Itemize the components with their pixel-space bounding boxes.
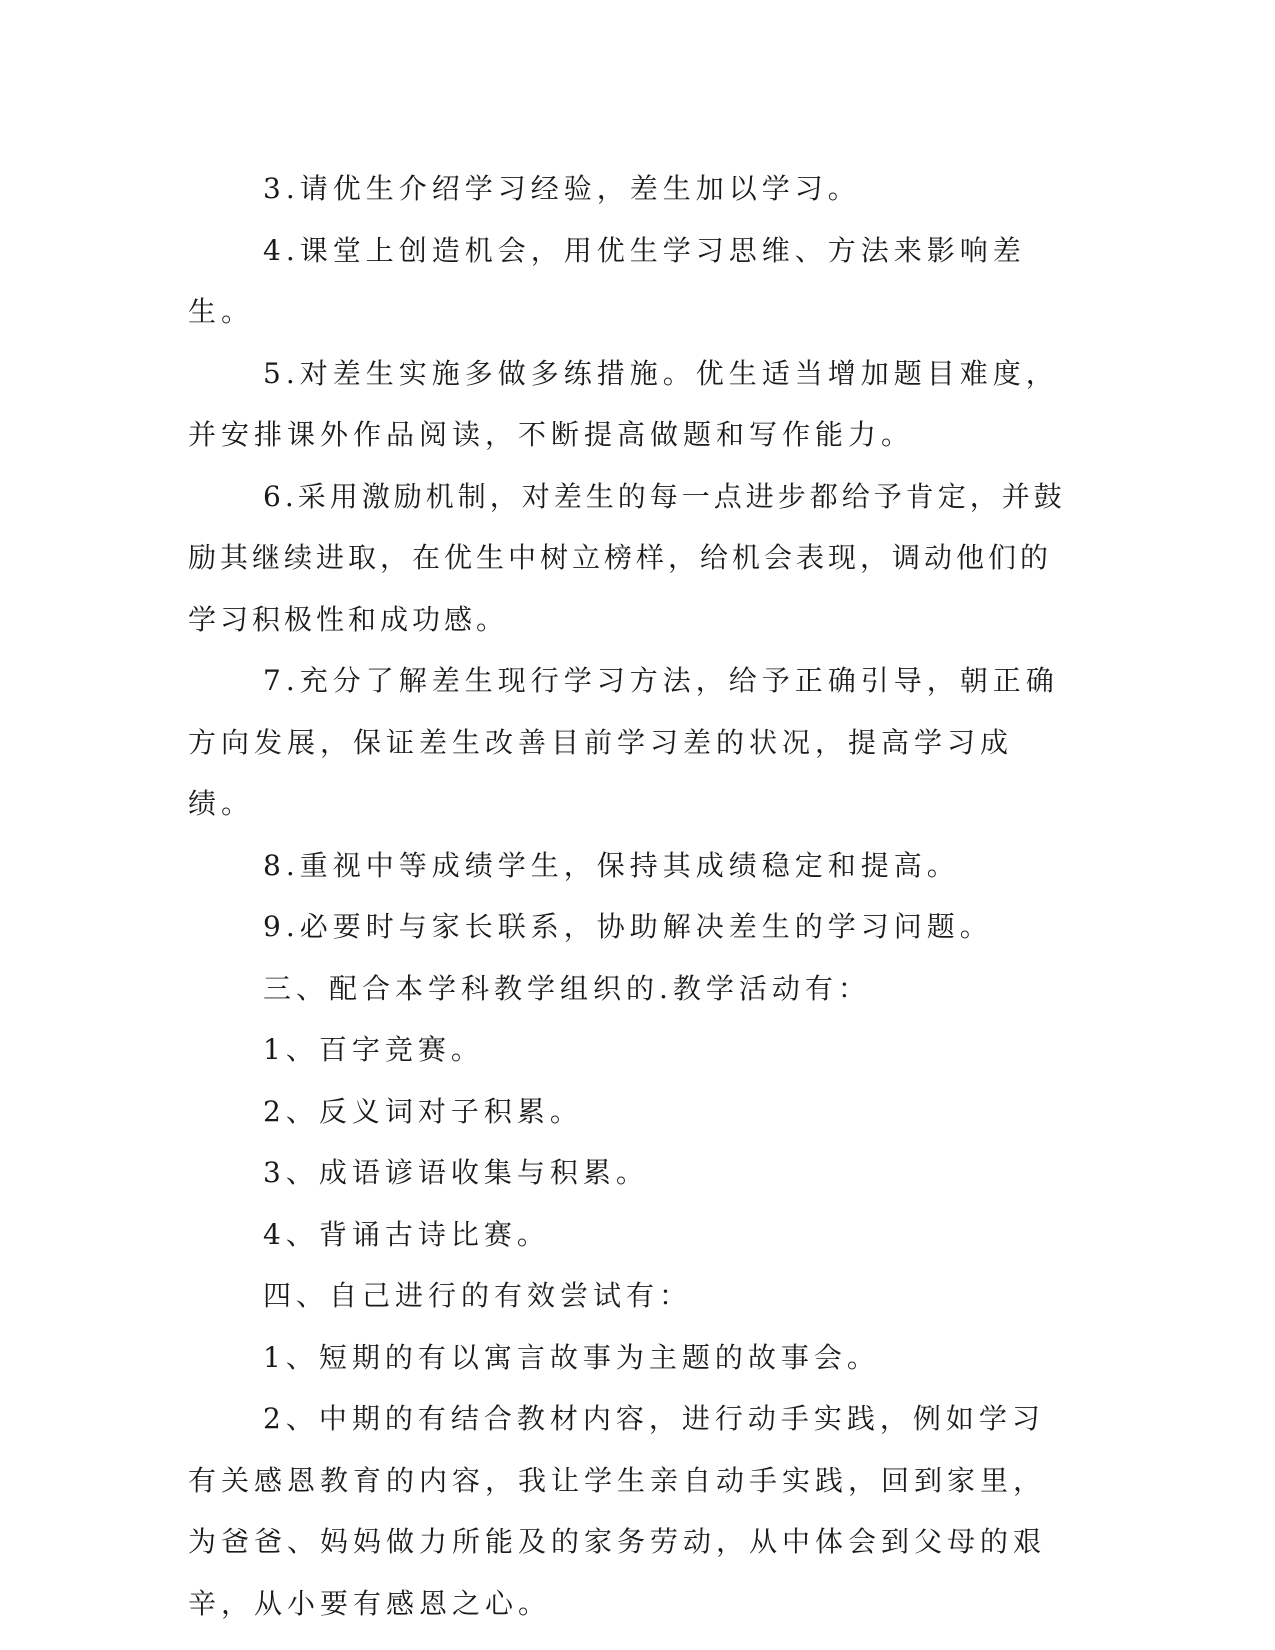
attempt-item-1: 1、短期的有以寓言故事为主题的故事会。 (263, 1340, 880, 1374)
attempt-item-2: 2、中期的有结合教材内容，进行动手实践，例如学习有关感恩教育的内容，我让学生亲自动手实践，回到家里，为爸爸、妈妈做力所能及的家务劳动，从中体会到父母的艰辛，从小要有感恩之心。 (188, 1402, 1047, 1620)
activity-item-1: 1、百字竞赛。 (263, 1033, 484, 1066)
paragraph-item-8: 8.重视中等成绩学生，保持其成绩稳定和提高。 (263, 848, 960, 882)
paragraph-item-3: 3.请优生介绍学习经验，差生加以学习。 (263, 172, 861, 205)
activity-item-4: 4、背诵古诗比赛。 (263, 1217, 550, 1251)
section-heading-activities: 三、配合本学科教学组织的.教学活动有： (263, 971, 871, 1005)
paragraph-item-6: 6.采用激励机制，对差生的每一点进步都给予肯定，并鼓励其继续进取，在优生中树立榜样，给机会表现，调动他们的学习积极性和成功感。 (188, 479, 1066, 636)
activity-item-3: 3、成语谚语收集与积累。 (263, 1156, 649, 1189)
paragraph-item-5: 5.对差生实施多做多练措施。优生适当增加题目难度，并安排课外作品阅读，不断提高做题和写作能力。 (188, 356, 1059, 451)
section-heading-attempts: 四、自己进行的有效尝试有： (263, 1279, 693, 1312)
activity-item-2: 2、反义词对子积累。 (263, 1094, 583, 1128)
paragraph-item-4: 4.课堂上创造机会，用优生学习思维、方法来影响差生。 (188, 233, 1026, 328)
paragraph-item-9: 9.必要时与家长联系，协助解决差生的学习问题。 (263, 910, 993, 943)
document-body (188, 158, 1068, 1634)
paragraph-item-7: 7.充分了解差生现行学习方法，给予正确引导，朝正确方向发展，保证差生改善目前学习差的状况，提高学习成绩。 (188, 664, 1059, 820)
